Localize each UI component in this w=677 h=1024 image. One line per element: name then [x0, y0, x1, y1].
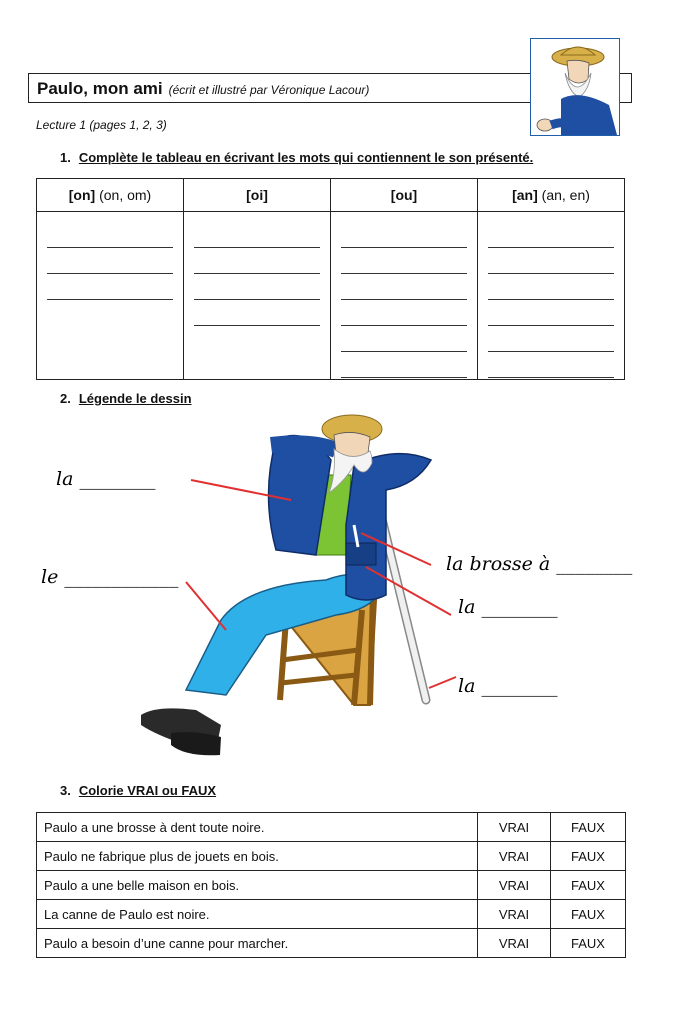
column-header-an: [an] (an, en) [478, 179, 625, 212]
answer-line[interactable] [194, 222, 320, 248]
statement-text: La canne de Paulo est noire. [37, 900, 478, 929]
label-jacket[interactable]: la ________ [56, 468, 156, 490]
answer-line[interactable] [488, 300, 614, 326]
answer-line[interactable] [341, 352, 467, 378]
answer-line[interactable] [47, 274, 173, 300]
answer-line[interactable] [47, 248, 173, 274]
answer-line[interactable] [47, 222, 173, 248]
column-header-ou: [ou] [331, 179, 478, 212]
false-option[interactable]: FAUX [551, 900, 626, 929]
column-header-on: [on] (on, om) [37, 179, 184, 212]
statement-text: Paulo a une belle maison en bois. [37, 871, 478, 900]
answer-line[interactable] [341, 222, 467, 248]
answer-line[interactable] [194, 300, 320, 326]
answer-line[interactable] [341, 248, 467, 274]
label-toothbrush[interactable]: la brosse à ________ [446, 553, 633, 575]
page-subtitle: (écrit et illustré par Véronique Lacour) [168, 83, 370, 97]
true-option[interactable]: VRAI [478, 900, 551, 929]
false-option[interactable]: FAUX [551, 813, 626, 842]
paulo-drawing [36, 405, 646, 775]
page-title: Paulo, mon ami (écrit et illustré par Véronique Lacour) [37, 79, 370, 98]
true-option[interactable]: VRAI [478, 929, 551, 958]
answer-line[interactable] [488, 352, 614, 378]
table-row [37, 900, 626, 929]
table-row [37, 871, 626, 900]
false-option[interactable]: FAUX [551, 842, 626, 871]
paulo-illustration [36, 405, 646, 775]
paulo-portrait [530, 38, 620, 136]
table-row [37, 813, 626, 842]
lecture-label: Lecture 1 (pages 1, 2, 3) [36, 118, 167, 132]
answer-line[interactable] [194, 248, 320, 274]
true-option[interactable]: VRAI [478, 871, 551, 900]
column-cell-ou [331, 212, 478, 380]
table-row [37, 842, 626, 871]
statement-text: Paulo ne fabrique plus de jouets en bois. [37, 842, 478, 871]
column-cell-oi [184, 212, 331, 380]
answer-line[interactable] [488, 274, 614, 300]
false-option[interactable]: FAUX [551, 871, 626, 900]
true-false-table [36, 812, 626, 958]
answer-line[interactable] [194, 274, 320, 300]
question-3-title: 3. Colorie VRAI ou FAUX [60, 783, 217, 798]
label-pocket[interactable]: la ________ [458, 596, 558, 618]
column-header-oi: [oi] [184, 179, 331, 212]
column-cell-on [37, 212, 184, 380]
column-cell-an [478, 212, 625, 380]
answer-line[interactable] [341, 326, 467, 352]
answer-line[interactable] [488, 248, 614, 274]
question-1-title: 1. Complète le tableau en écrivant les mots qui contiennent le son présenté. [60, 150, 534, 165]
answer-line[interactable] [341, 274, 467, 300]
true-option[interactable]: VRAI [478, 813, 551, 842]
question-2-title: 2. Légende le dessin [60, 391, 192, 406]
label-pants[interactable]: le ____________ [41, 566, 179, 588]
statement-text: Paulo a une brosse à dent toute noire. [37, 813, 478, 842]
answer-line[interactable] [488, 326, 614, 352]
false-option[interactable]: FAUX [551, 929, 626, 958]
table-row [37, 929, 626, 958]
statement-text: Paulo a besoin d’une canne pour marcher. [37, 929, 478, 958]
answer-line[interactable] [488, 222, 614, 248]
true-option[interactable]: VRAI [478, 842, 551, 871]
sounds-table [36, 178, 625, 380]
label-cane[interactable]: la ________ [458, 675, 558, 697]
answer-line[interactable] [341, 300, 467, 326]
